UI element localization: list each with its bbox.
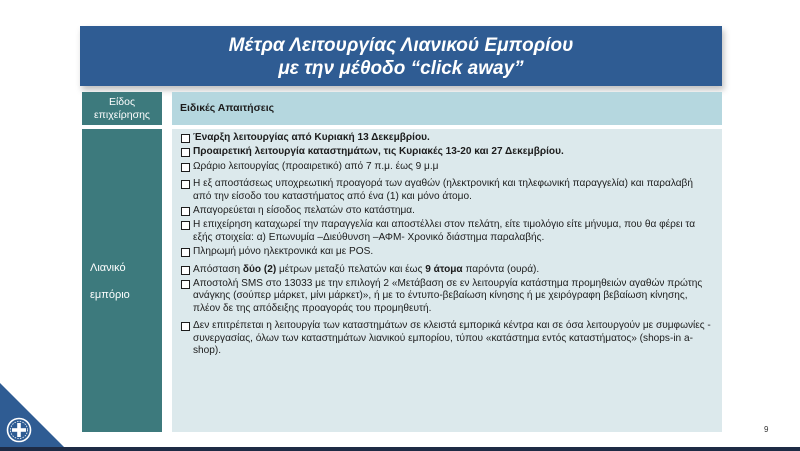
- title-line-2: με την μέθοδο “click away”: [278, 58, 524, 79]
- page-number: 9: [764, 425, 769, 434]
- requirements-cell: [172, 129, 722, 432]
- requirement-item: Πληρωμή μόνο ηλεκτρονικά και με POS.: [180, 246, 714, 258]
- requirement-item: Αποστολή SMS στο 13033 με την επιλογή 2 «Μετάβαση σε εν λειτουργία κατάστημα προμηθειών αγαθών πρώτης ανάγκης (σούπερ μάρκετ, μίνι μάρκετ)», ή με το έντυπο-βεβαίωση κίνησης ή με χειρόγραφη βεβαίωση κίνησης, πλέον δε της απόδειξης προαγοράς του προμηθευτή.: [180, 278, 714, 315]
- requirement-item: Απαγορεύεται η είσοδος πελατών στο κατάστημα.: [180, 205, 714, 217]
- requirement-item: Έναρξη λειτουργίας από Κυριακή 13 Δεκεμβρίου.: [180, 132, 714, 144]
- business-type-line-1: Λιανικό: [90, 262, 126, 274]
- requirements-table: [82, 92, 722, 432]
- requirement-item: Η εξ αποστάσεως υποχρεωτική προαγορά των αγαθών (ηλεκτρονική και τηλεφωνική παραγγελία) και παραλαβή από την είσοδο του καταστήματος από ένα (1) και μόνο άτομο.: [180, 178, 714, 203]
- req-distance-pre: Απόσταση: [193, 263, 243, 275]
- req-distance-people: 9 άτομα: [425, 263, 463, 275]
- requirement-item: Δεν επιτρέπεται η λειτουργία των καταστημάτων σε κλειστά εμπορικά κέντρα και σε όσα λειτουργούν με συμφωνίες - συνεργασίας, όλων των καταστημάτων λιανικού εμπορίου, τύπου «κατάστημα εντός καταστήματος» (shops-in a-shop).: [180, 320, 714, 357]
- header-special-requirements: Ειδικές Απαιτήσεις: [172, 92, 722, 125]
- business-type-cell: [82, 129, 162, 432]
- req-distance-meters: δύο (2): [242, 263, 277, 275]
- requirement-item: Ωράριο λειτουργίας (προαιρετικό) από 7 π.μ. έως 9 μ.μ: [180, 161, 714, 173]
- bottom-bar: [0, 447, 800, 451]
- title-banner: [80, 26, 722, 86]
- greek-emblem-icon: [6, 417, 32, 443]
- requirements-list: [172, 129, 722, 358]
- requirement-item: [180, 264, 714, 276]
- header-business-type: Είδος επιχείρησης: [82, 92, 162, 125]
- req-distance-mid: μέτρων μεταξύ πελατών και έως: [276, 263, 426, 275]
- req-distance-post: παρόντα (ουρά).: [462, 263, 540, 275]
- requirement-item: Προαιρετική λειτουργία καταστημάτων, τις Κυριακές 13-20 και 27 Δεκεμβρίου.: [180, 146, 714, 158]
- business-type-line-2: εμπόριο: [90, 289, 130, 301]
- title-line-1: Μέτρα Λειτουργίας Λιανικού Εμπορίου: [228, 35, 574, 56]
- requirement-item: Η επιχείρηση καταχωρεί την παραγγελία και αποστέλλει στον πελάτη, είτε τιμολόγιο είτε μήνυμα, που θα φέρει τα εξής στοιχεία: α) Επωνυμία –Διεύθυνση –ΑΦΜ- Χρονικό διάστημα παραλαβής.: [180, 219, 714, 244]
